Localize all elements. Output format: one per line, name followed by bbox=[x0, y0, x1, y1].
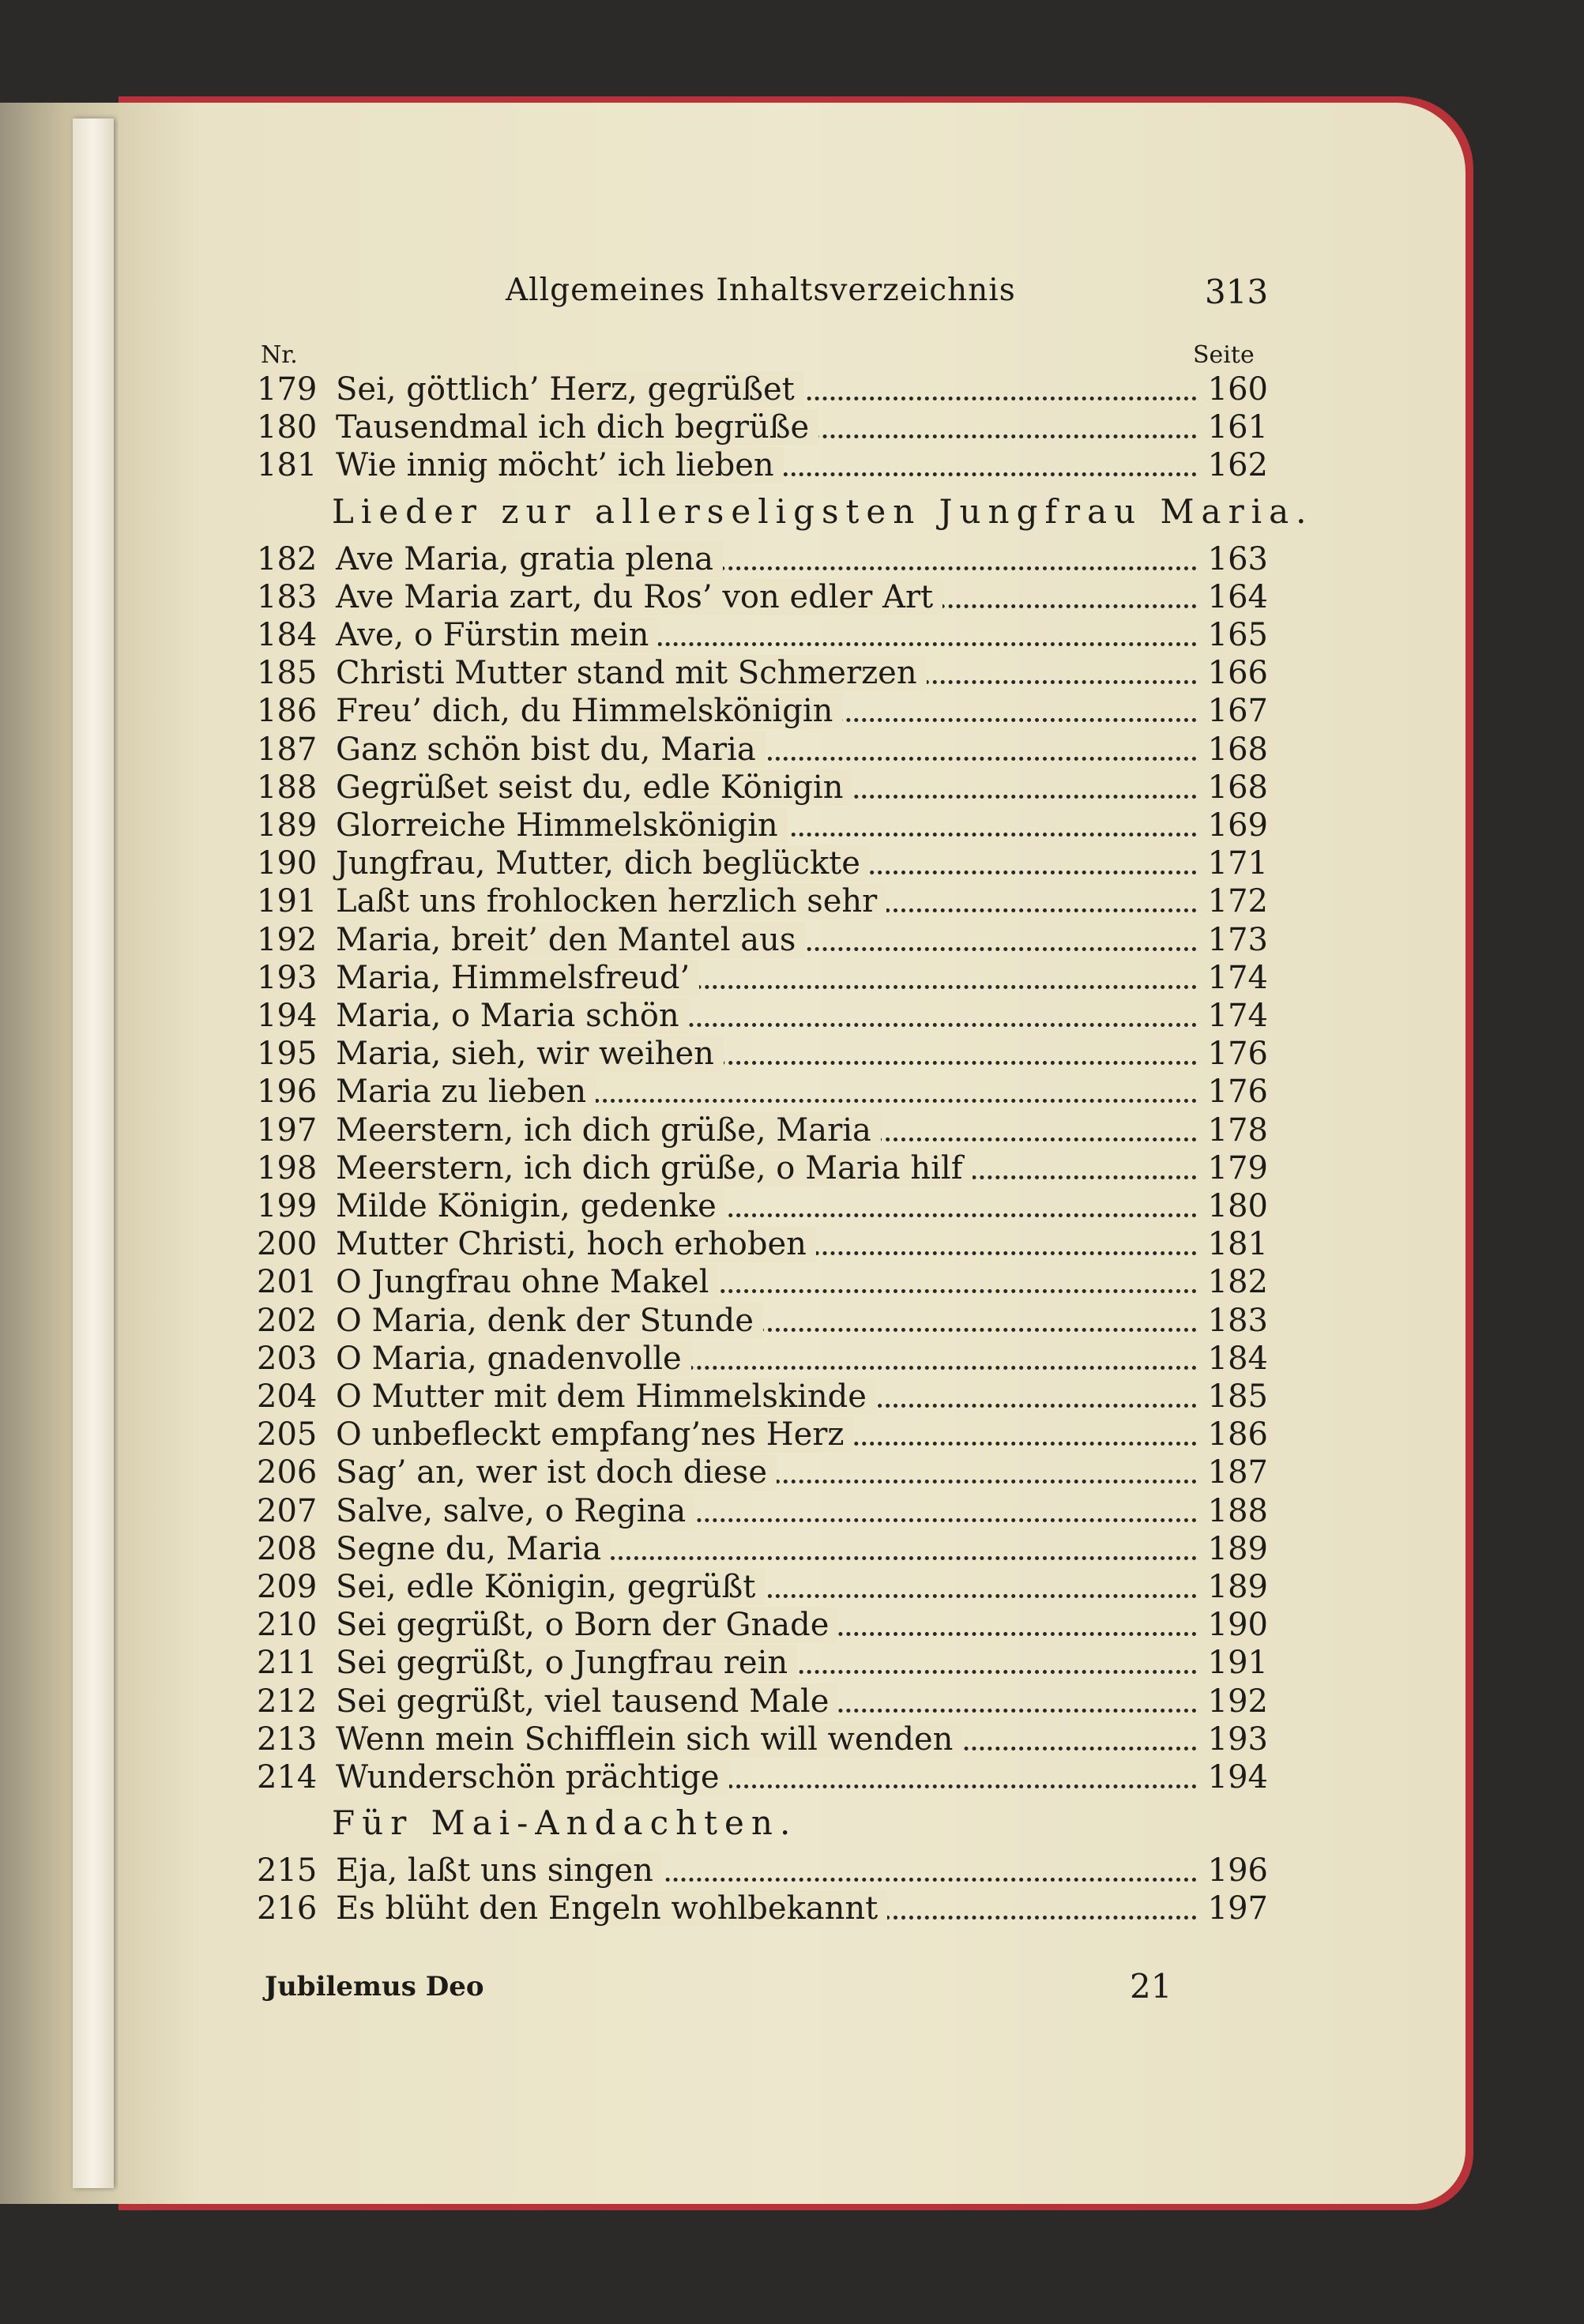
entry-title: Wie innig möcht’ ich lieben bbox=[336, 447, 784, 483]
entry-title: Maria, sieh, wir weihen bbox=[336, 1036, 724, 1072]
toc-entry bbox=[257, 1036, 1268, 1074]
entry-number: 210 bbox=[257, 1607, 318, 1644]
entry-page: 194 bbox=[1207, 1759, 1268, 1796]
toc-entry bbox=[257, 1074, 1268, 1111]
entry-page: 174 bbox=[1207, 998, 1268, 1034]
entry-page: 183 bbox=[1207, 1302, 1268, 1339]
running-head: Allgemeines Inhaltsverzeichnis bbox=[506, 273, 1016, 308]
entry-title: Ganz schön bist du, Maria bbox=[336, 731, 766, 768]
entry-page: 163 bbox=[1207, 540, 1268, 577]
entry-title: Meerstern, ich dich grüße, o Maria hilf bbox=[336, 1150, 973, 1186]
entry-title: Sei gegrüßt, viel tausend Male bbox=[336, 1683, 838, 1720]
entry-title: Ave Maria zart, du Ros’ von edler Art bbox=[336, 579, 942, 615]
entry-number: 189 bbox=[257, 807, 318, 844]
entry-page: 178 bbox=[1207, 1111, 1268, 1149]
signature-mark: Jubilemus Deo bbox=[265, 1971, 484, 2002]
entry-number: 183 bbox=[257, 578, 318, 615]
entry-page: 180 bbox=[1207, 1188, 1268, 1224]
entry-page: 179 bbox=[1207, 1149, 1268, 1186]
entry-title: Segne du, Maria bbox=[336, 1531, 611, 1567]
toc-entry bbox=[257, 693, 1268, 731]
entry-page: 167 bbox=[1207, 693, 1268, 730]
entry-page: 176 bbox=[1207, 1074, 1268, 1111]
entry-page: 171 bbox=[1207, 845, 1268, 882]
entry-title: Salve, salve, o Regina bbox=[336, 1493, 695, 1529]
entry-page: 185 bbox=[1207, 1378, 1268, 1415]
book-spine bbox=[73, 118, 114, 2188]
toc-entry bbox=[257, 409, 1268, 447]
entry-page: 188 bbox=[1207, 1492, 1268, 1529]
toc-entry bbox=[257, 998, 1268, 1036]
entry-number: 215 bbox=[257, 1852, 318, 1890]
entry-page: 181 bbox=[1207, 1226, 1268, 1263]
entry-page: 165 bbox=[1207, 617, 1268, 653]
entry-page: 168 bbox=[1207, 731, 1268, 768]
entry-number: 182 bbox=[257, 540, 318, 577]
entry-number: 181 bbox=[257, 447, 318, 484]
entry-page: 173 bbox=[1207, 921, 1268, 958]
entry-page: 162 bbox=[1207, 447, 1268, 484]
entry-number: 184 bbox=[257, 617, 318, 653]
entry-page: 168 bbox=[1207, 769, 1268, 806]
entry-number: 212 bbox=[257, 1683, 318, 1720]
entry-page: 184 bbox=[1207, 1340, 1268, 1377]
entry-number: 201 bbox=[257, 1264, 318, 1301]
entry-number: 211 bbox=[257, 1645, 318, 1682]
entry-number: 179 bbox=[257, 371, 318, 408]
entry-page: 166 bbox=[1207, 655, 1268, 692]
entry-page: 193 bbox=[1207, 1720, 1268, 1758]
entry-title: Ave Maria, gratia plena bbox=[336, 541, 723, 577]
entry-number: 216 bbox=[257, 1890, 318, 1927]
toc-entry bbox=[257, 845, 1268, 883]
toc-entry bbox=[257, 1759, 1268, 1797]
entry-number: 202 bbox=[257, 1302, 318, 1339]
entry-number: 194 bbox=[257, 998, 318, 1034]
toc-entry bbox=[257, 1607, 1268, 1645]
toc-entry bbox=[257, 371, 1268, 409]
toc-entry bbox=[257, 1341, 1268, 1378]
entry-title: Sag’ an, wer ist doch diese bbox=[336, 1454, 777, 1491]
entry-title: Jungfrau, Mutter, dich beglückte bbox=[336, 845, 870, 882]
entry-page: 189 bbox=[1207, 1530, 1268, 1567]
entry-title: O Jungfrau ohne Makel bbox=[336, 1264, 718, 1300]
toc-entry bbox=[257, 883, 1268, 921]
entry-title: Sei gegrüßt, o Born der Gnade bbox=[336, 1607, 838, 1643]
section-heading-maria: Lieder zur allerseligsten Jungfrau Maria. bbox=[332, 491, 1314, 531]
toc-entry bbox=[257, 1226, 1268, 1264]
entry-number: 207 bbox=[257, 1492, 318, 1529]
entry-page: 176 bbox=[1207, 1036, 1268, 1073]
entry-title: Glorreiche Himmelskönigin bbox=[336, 807, 788, 844]
entry-title: Ave, o Fürstin mein bbox=[336, 617, 658, 653]
entry-number: 196 bbox=[257, 1074, 318, 1111]
entry-number: 198 bbox=[257, 1149, 318, 1186]
entry-number: 208 bbox=[257, 1530, 318, 1567]
entry-page: 192 bbox=[1207, 1683, 1268, 1720]
entry-page: 186 bbox=[1207, 1416, 1268, 1453]
sheet-number: 21 bbox=[1130, 1967, 1172, 2006]
entry-page: 164 bbox=[1207, 578, 1268, 615]
toc-entry bbox=[257, 1569, 1268, 1607]
entry-number: 191 bbox=[257, 883, 318, 920]
toc-entry bbox=[257, 1454, 1268, 1492]
entry-title: Maria, breit’ den Mantel aus bbox=[336, 922, 805, 958]
entry-title: O Maria, gnadenvolle bbox=[336, 1341, 691, 1377]
entry-number: 195 bbox=[257, 1036, 318, 1073]
toc-entry bbox=[257, 1683, 1268, 1721]
entry-title: O Maria, denk der Stunde bbox=[336, 1303, 763, 1339]
entry-number: 190 bbox=[257, 845, 318, 882]
toc-entry bbox=[257, 960, 1268, 998]
toc-entry bbox=[257, 655, 1268, 693]
entry-title: Tausendmal ich dich begrüße bbox=[336, 409, 818, 446]
entry-title: Christi Mutter stand mit Schmerzen bbox=[336, 655, 927, 691]
entry-title: Maria, Himmelsfreud’ bbox=[336, 960, 699, 996]
entry-title: Wenn mein Schifflein sich will wenden bbox=[336, 1721, 962, 1758]
entry-title: Maria zu lieben bbox=[336, 1074, 596, 1110]
entry-number: 203 bbox=[257, 1340, 318, 1377]
entry-number: 187 bbox=[257, 731, 318, 768]
toc-entry bbox=[257, 1264, 1268, 1302]
toc-entry bbox=[257, 769, 1268, 807]
entry-page: 187 bbox=[1207, 1454, 1268, 1491]
entry-page: 196 bbox=[1207, 1852, 1268, 1890]
entry-title: Maria, o Maria schön bbox=[336, 998, 689, 1034]
entry-number: 192 bbox=[257, 921, 318, 958]
entry-title: Gegrüßet seist du, edle Königin bbox=[336, 769, 852, 806]
entry-number: 200 bbox=[257, 1226, 318, 1263]
entry-page: 182 bbox=[1207, 1264, 1268, 1301]
toc-entry bbox=[257, 1378, 1268, 1416]
toc-entry bbox=[257, 541, 1268, 579]
entry-number: 197 bbox=[257, 1111, 318, 1149]
entry-title: O Mutter mit dem Himmelskinde bbox=[336, 1378, 876, 1415]
entry-number: 199 bbox=[257, 1188, 318, 1224]
toc-entry bbox=[257, 447, 1268, 485]
toc-entry bbox=[257, 1493, 1268, 1531]
entry-number: 186 bbox=[257, 693, 318, 730]
entry-title: Sei, edle Königin, gegrüßt bbox=[336, 1569, 765, 1605]
entry-page: 191 bbox=[1207, 1645, 1268, 1682]
entry-title: Freu’ dich, du Himmelskönigin bbox=[336, 693, 842, 729]
column-header-nr: Nr. bbox=[261, 341, 298, 369]
toc-entry bbox=[257, 1303, 1268, 1341]
section-heading-mai: Für Mai-Andachten. bbox=[332, 1803, 798, 1843]
entry-number: 180 bbox=[257, 409, 318, 446]
toc-entry bbox=[257, 731, 1268, 769]
entry-number: 205 bbox=[257, 1416, 318, 1453]
entry-number: 193 bbox=[257, 959, 318, 996]
toc-entry bbox=[257, 1890, 1268, 1928]
toc-entry bbox=[257, 1188, 1268, 1226]
entry-number: 188 bbox=[257, 769, 318, 806]
toc-entry bbox=[257, 1531, 1268, 1569]
entry-page: 190 bbox=[1207, 1607, 1268, 1644]
toc-entry bbox=[257, 1416, 1268, 1454]
page-number: 313 bbox=[1205, 273, 1269, 311]
entry-page: 169 bbox=[1207, 807, 1268, 844]
toc-entry bbox=[257, 922, 1268, 960]
entry-number: 209 bbox=[257, 1569, 318, 1605]
entry-title: Es blüht den Engeln wohlbekannt bbox=[336, 1890, 887, 1927]
entry-number: 206 bbox=[257, 1454, 318, 1491]
entry-number: 185 bbox=[257, 655, 318, 692]
entry-page: 160 bbox=[1207, 371, 1268, 408]
toc-entry bbox=[257, 1852, 1268, 1890]
toc-entry bbox=[257, 1721, 1268, 1759]
column-header-seite: Seite bbox=[1193, 341, 1255, 369]
entry-title: Meerstern, ich dich grüße, Maria bbox=[336, 1112, 881, 1149]
entry-title: Mutter Christi, hoch erhoben bbox=[336, 1226, 816, 1262]
entry-page: 189 bbox=[1207, 1569, 1268, 1605]
toc-entry bbox=[257, 617, 1268, 655]
entry-number: 204 bbox=[257, 1378, 318, 1415]
entry-page: 174 bbox=[1207, 959, 1268, 996]
entry-page: 197 bbox=[1207, 1890, 1268, 1927]
entry-number: 213 bbox=[257, 1720, 318, 1758]
entry-title: O unbefleckt empfang’nes Herz bbox=[336, 1416, 853, 1453]
toc-entry bbox=[257, 579, 1268, 617]
entry-title: Sei, göttlich’ Herz, gegrüßet bbox=[336, 371, 804, 408]
entry-number: 214 bbox=[257, 1759, 318, 1796]
entry-page: 161 bbox=[1207, 409, 1268, 446]
entry-title: Milde Königin, gedenke bbox=[336, 1188, 726, 1224]
entry-title: Wunderschön prächtige bbox=[336, 1759, 729, 1796]
toc-entry bbox=[257, 1150, 1268, 1188]
entry-title: Eja, laßt uns singen bbox=[336, 1852, 663, 1889]
entry-title: Sei gegrüßt, o Jungfrau rein bbox=[336, 1645, 797, 1681]
toc-entry bbox=[257, 1112, 1268, 1150]
entry-page: 172 bbox=[1207, 883, 1268, 920]
toc-entry bbox=[257, 1645, 1268, 1683]
entry-title: Laßt uns frohlocken herzlich sehr bbox=[336, 883, 886, 919]
toc-entry bbox=[257, 807, 1268, 845]
